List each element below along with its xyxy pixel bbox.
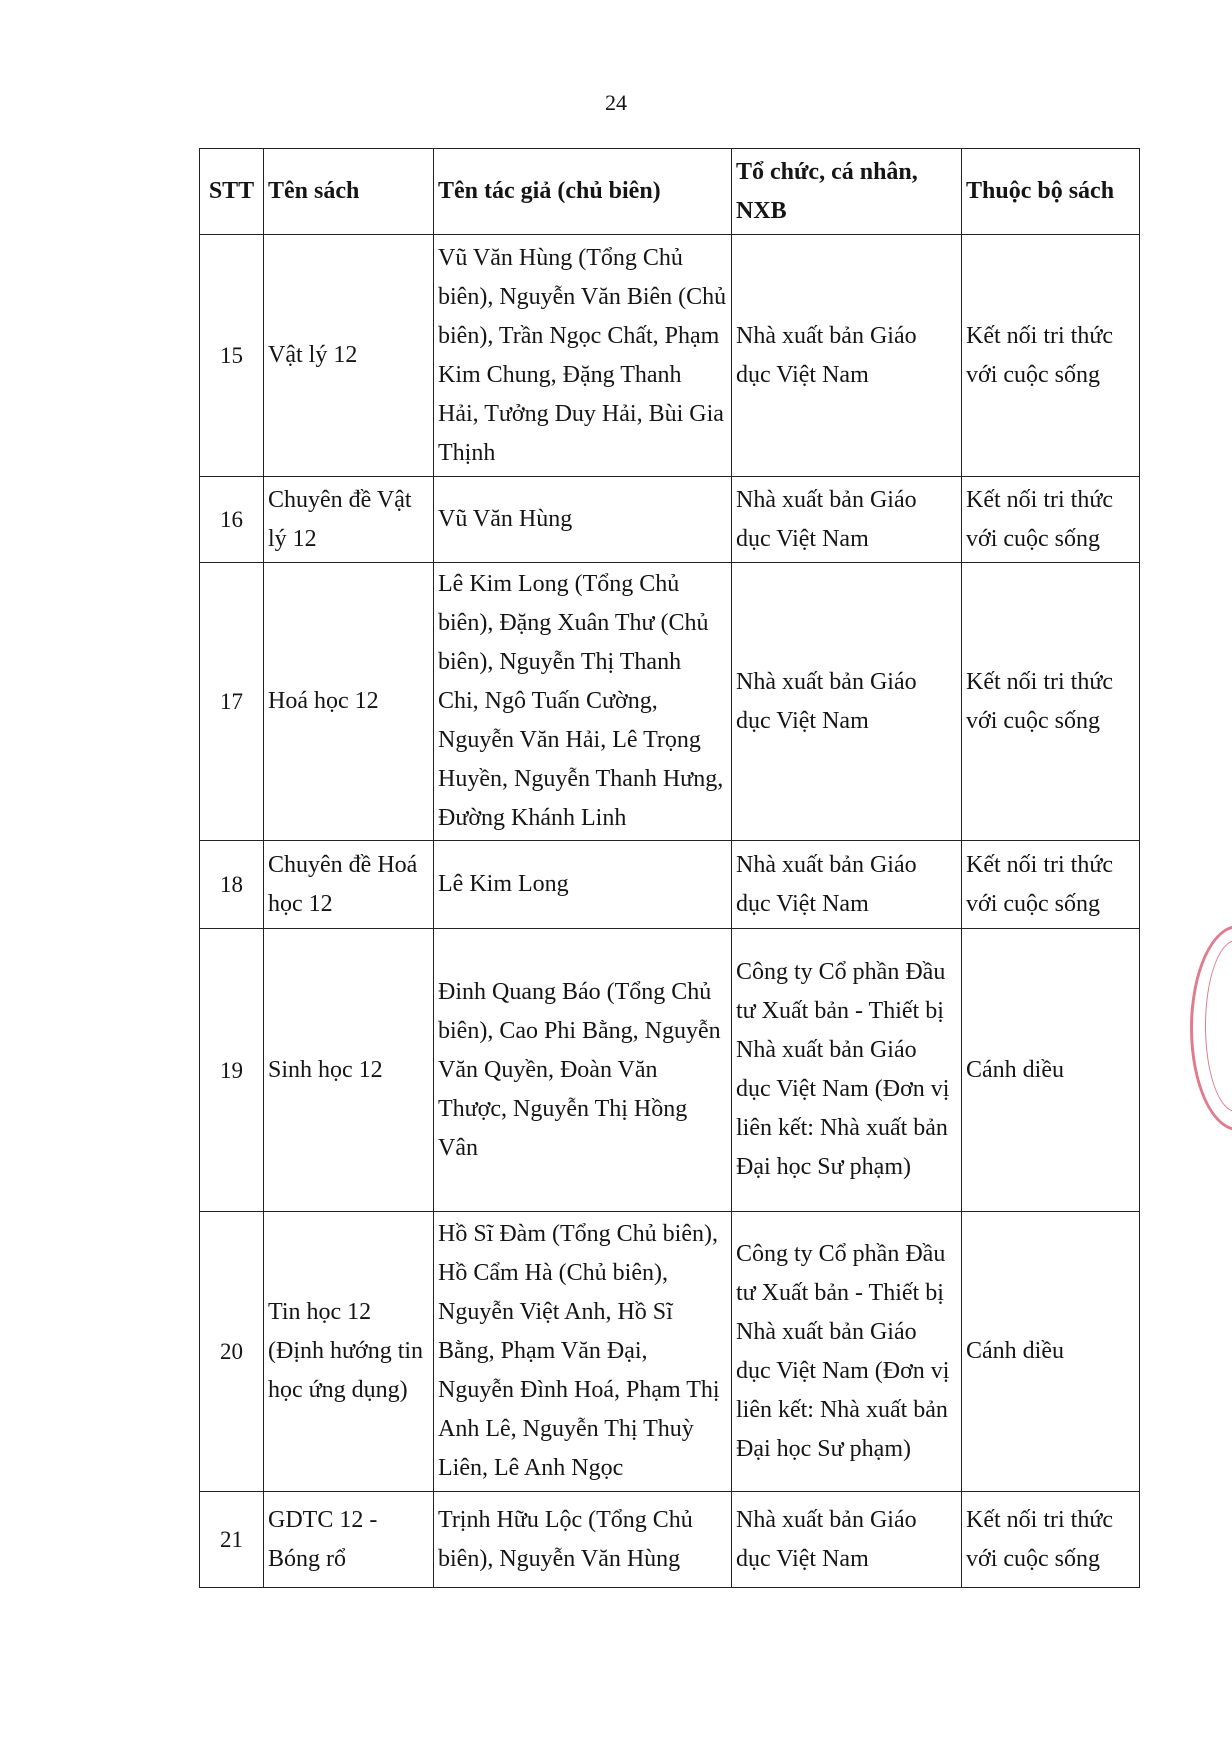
- page-number: 24: [605, 90, 627, 115]
- row-authors: Lê Kim Long: [434, 841, 732, 929]
- row-book-title: Tin học 12 (Định hướng tin học ứng dụng): [264, 1212, 434, 1492]
- row-authors: Đinh Quang Báo (Tổng Chủ biên), Cao Phi Bằng, Nguyễn Văn Quyền, Đoàn Văn Thược, Nguyễn Thị Hồng Vân: [434, 929, 732, 1212]
- row-stt: 18: [200, 841, 264, 929]
- row-stt: 16: [200, 477, 264, 563]
- textbook-table: [199, 148, 1140, 1588]
- row-book-title: Sinh học 12: [264, 929, 434, 1212]
- row-publisher: Nhà xuất bản Giáo dục Việt Nam: [732, 841, 962, 929]
- row-stt: 19: [200, 929, 264, 1212]
- table-row: [200, 929, 1140, 1212]
- header-stt: STT: [200, 149, 264, 235]
- row-authors: Vũ Văn Hùng: [434, 477, 732, 563]
- row-book-title: Chuyên đề Hoá học 12: [264, 841, 434, 929]
- table-row: [200, 235, 1140, 477]
- row-authors: Vũ Văn Hùng (Tổng Chủ biên), Nguyễn Văn Biên (Chủ biên), Trần Ngọc Chất, Phạm Kim Chung, Đặng Thanh Hải, Tưởng Duy Hải, Bùi Gia Thịnh: [434, 235, 732, 477]
- seal-inner-ring: [1205, 940, 1232, 1112]
- row-publisher: Nhà xuất bản Giáo dục Việt Nam: [732, 563, 962, 841]
- row-stt: 21: [200, 1492, 264, 1588]
- row-series: Cánh diều: [962, 1212, 1140, 1492]
- row-series: Kết nối tri thức với cuộc sống: [962, 235, 1140, 477]
- row-publisher: Nhà xuất bản Giáo dục Việt Nam: [732, 1492, 962, 1588]
- row-stt: 17: [200, 563, 264, 841]
- row-series: Kết nối tri thức với cuộc sống: [962, 1492, 1140, 1588]
- row-series: Kết nối tri thức với cuộc sống: [962, 563, 1140, 841]
- table-row: [200, 1492, 1140, 1588]
- row-publisher: Nhà xuất bản Giáo dục Việt Nam: [732, 235, 962, 477]
- row-authors: Lê Kim Long (Tổng Chủ biên), Đặng Xuân Thư (Chủ biên), Nguyễn Thị Thanh Chi, Ngô Tuấn Cường, Nguyễn Văn Hải, Lê Trọng Huyền, Nguyễn Thanh Hưng, Đường Khánh Linh: [434, 563, 732, 841]
- row-authors: Hồ Sĩ Đàm (Tổng Chủ biên), Hồ Cẩm Hà (Chủ biên), Nguyễn Việt Anh, Hồ Sĩ Bằng, Phạm Văn Đại, Nguyễn Đình Hoá, Phạm Thị Anh Lê, Nguyễn Thị Thuỳ Liên, Lê Anh Ngọc: [434, 1212, 732, 1492]
- table-header-row: [200, 149, 1140, 235]
- row-publisher: Công ty Cổ phần Đầu tư Xuất bản - Thiết bị Nhà xuất bản Giáo dục Việt Nam (Đơn vị liên kết: Nhà xuất bản Đại học Sư phạm): [732, 1212, 962, 1492]
- row-stt: 15: [200, 235, 264, 477]
- row-publisher: Nhà xuất bản Giáo dục Việt Nam: [732, 477, 962, 563]
- table-row: [200, 841, 1140, 929]
- row-series: Kết nối tri thức với cuộc sống: [962, 477, 1140, 563]
- row-publisher: Công ty Cổ phần Đầu tư Xuất bản - Thiết bị Nhà xuất bản Giáo dục Việt Nam (Đơn vị liên kết: Nhà xuất bản Đại học Sư phạm): [732, 929, 962, 1212]
- row-book-title: Hoá học 12: [264, 563, 434, 841]
- row-book-title: Chuyên đề Vật lý 12: [264, 477, 434, 563]
- header-book-title: Tên sách: [264, 149, 434, 235]
- table-row: [200, 477, 1140, 563]
- official-seal-stamp: [1190, 925, 1232, 1131]
- row-stt: 20: [200, 1212, 264, 1492]
- header-authors: Tên tác giả (chủ biên): [434, 149, 732, 235]
- row-book-title: Vật lý 12: [264, 235, 434, 477]
- header-series: Thuộc bộ sách: [962, 149, 1140, 235]
- row-book-title: GDTC 12 - Bóng rổ: [264, 1492, 434, 1588]
- row-series: Cánh diều: [962, 929, 1140, 1212]
- table-row: [200, 1212, 1140, 1492]
- row-authors: Trịnh Hữu Lộc (Tổng Chủ biên), Nguyễn Văn Hùng: [434, 1492, 732, 1588]
- table-row: [200, 563, 1140, 841]
- header-publisher: Tổ chức, cá nhân, NXB: [732, 149, 962, 235]
- row-series: Kết nối tri thức với cuộc sống: [962, 841, 1140, 929]
